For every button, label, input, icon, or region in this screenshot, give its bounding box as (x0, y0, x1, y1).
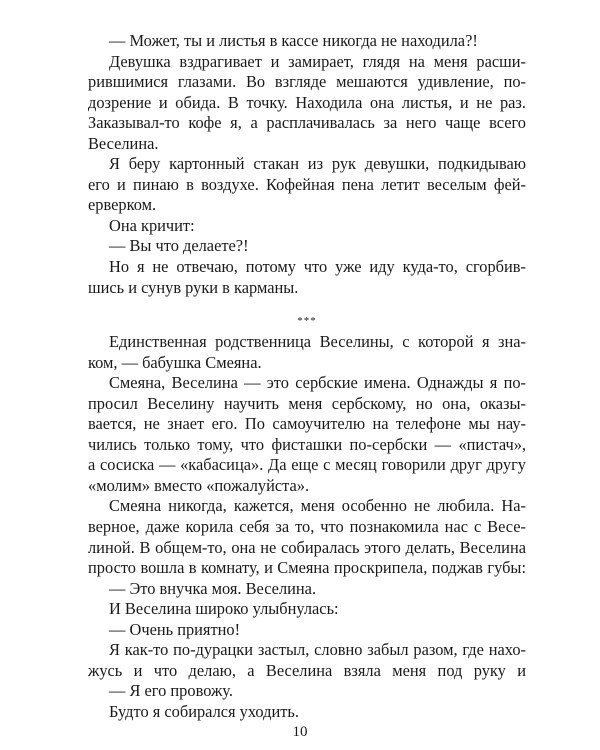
text-line: Смеяна, Веселина — это сербские имена. Однажды я по- (109, 373, 526, 393)
text-line: — Это внучка моя. Веселина. (109, 578, 317, 598)
text-line: его и пинаю в воздухе. Кофейная пена летит веселым фей- (88, 174, 526, 194)
text-line: а сосиска — «кабасица». Да еще с месяц говорили друг другу (88, 455, 526, 475)
text-line: чились только тому, что фисташки по-сербски — «пистач», (88, 434, 526, 454)
text-line: Заказывал-то кофе я, а расплачивалась за него чаще всего (88, 113, 526, 133)
text-line: Веселина. (88, 133, 159, 153)
text-line: — Я его провожу. (109, 681, 233, 701)
text-line: рившимися глазами. Во взгляде мешаются удивление, по- (88, 72, 526, 92)
text-line: Будто я собирался уходить. (109, 701, 300, 721)
text-line: Она кричит: (109, 215, 195, 235)
text-line: вается, не знает его. По самоучителю на телефоне мы нау- (88, 414, 526, 434)
text-line: Девушка вздрагивает и замирает, глядя на меня расши- (109, 51, 526, 71)
text-line: Но я не отвечаю, потому что уже иду куда-то, сгорбив- (109, 257, 526, 277)
text-line: — Вы что делаете?! (109, 236, 249, 256)
text-line: «молим» вместо «пожалуйста». (88, 475, 310, 495)
text-line: Я беру картонный стакан из рук девушки, подкидываю (109, 154, 526, 174)
text-line: шись и сунув руки в карманы. (88, 277, 299, 297)
text-line: верное, даже корила себя за то, что познакомила нас с Весе- (88, 517, 526, 537)
text-line: ерверком. (88, 195, 157, 215)
text-line: дозрение и обида. В точку. Находила она листья, и не раз. (88, 92, 526, 112)
text-line: жусь и что делаю, а Веселина взяла меня под руку и (88, 660, 526, 680)
text-line: просто вошла в комнату, и Смеяна проскрипела, поджав губы: (88, 558, 526, 578)
text-line: — Очень приятно! (109, 619, 241, 639)
text-line: просил Веселину научить меня сербскому, но она, оказы- (88, 393, 526, 413)
text-line: ком, — бабушка Смеяна. (88, 352, 262, 372)
text-line: И Веселина широко улыбнулась: (109, 599, 339, 619)
text-line: Я как-то по-дурацки застыл, словно забыл разом, где нахо- (109, 640, 526, 660)
section-separator: *** (297, 315, 317, 328)
text-line: — Может, ты и листья в кассе никогда не находила?! (109, 31, 478, 50)
text-line: линой. В общем-то, она не собиралась этого делать, Веселина (88, 537, 526, 557)
book-page-text (88, 31, 526, 723)
text-line: Смеяна никогда, кажется, меня особенно не любила. На- (109, 496, 526, 516)
text-line: Единственная родственница Веселины, с которой я зна- (109, 332, 526, 352)
page-number: 10 (292, 724, 308, 740)
